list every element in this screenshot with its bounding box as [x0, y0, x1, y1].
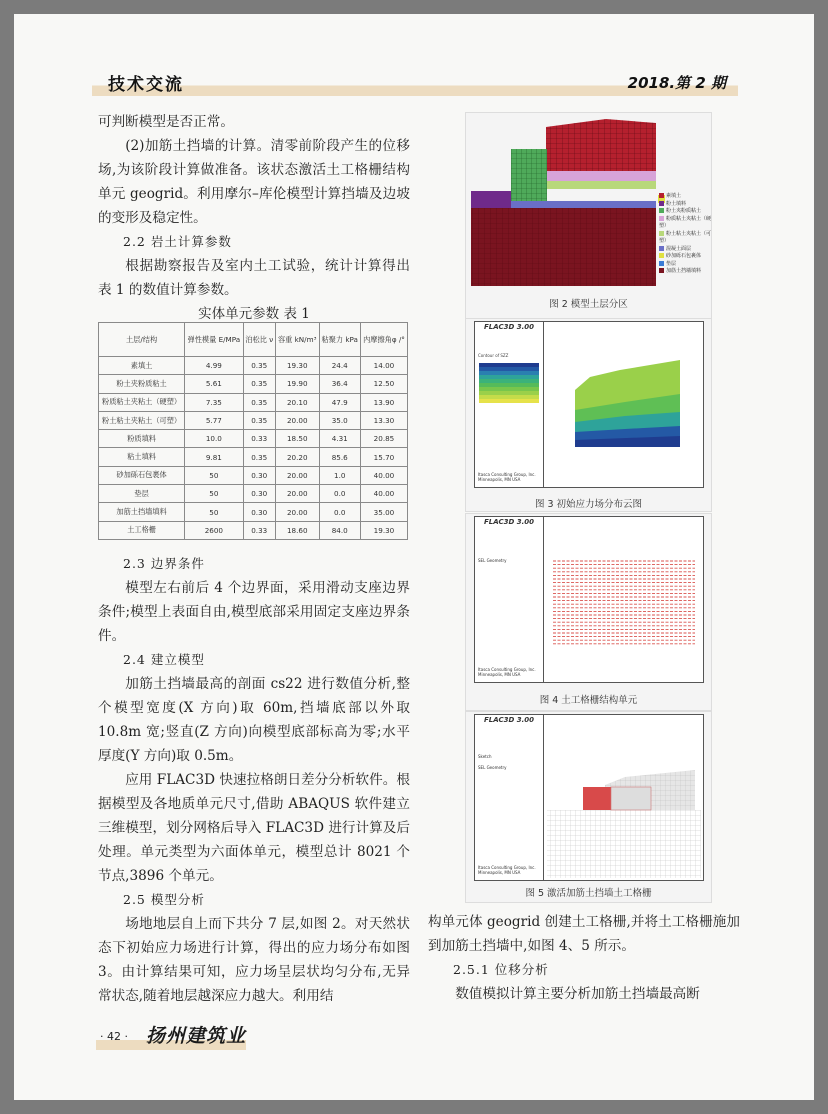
legend-swatch [659, 268, 664, 273]
table-cell: 7.35 [185, 393, 243, 411]
paragraph: 可判断模型是否正常。 [98, 114, 234, 130]
table-cell: 35.0 [319, 411, 360, 429]
table-cell: 0.35 [243, 448, 275, 466]
table-cell: 20.00 [275, 411, 319, 429]
table-cell: 5.61 [185, 375, 243, 393]
paragraph: 数值模拟计算主要分析加筋土挡墙最高断 [455, 986, 700, 1002]
table-cell: 20.00 [275, 466, 319, 484]
table-cell: 20.10 [275, 393, 319, 411]
table-cell: 14.00 [360, 357, 407, 375]
legend-entry [659, 208, 711, 216]
table-cell: 12.50 [360, 375, 407, 393]
table-cell: 18.60 [275, 521, 319, 539]
flac-panel-4 [474, 516, 704, 683]
figure-3-caption: 图 3 初始应力场分布云图 [534, 499, 643, 510]
flac-vendor: Itasca Consulting Group, Inc. Minneapolis, MN USA [478, 865, 536, 875]
journal-title: 扬州建筑业 [146, 1025, 247, 1047]
table-cell: 50 [185, 485, 243, 503]
table-cell: 0.33 [243, 430, 275, 448]
legend-label: 粉质粘土夹粘土（硬塑） [659, 215, 712, 229]
table-cell: 19.30 [360, 521, 407, 539]
paragraph: (2)加筋土挡墙的计算。清零前阶段产生的位移场,为该阶段计算做准备。该状态激活土工格栅结构单元 geogrid。利用摩尔–库伦模型计算挡墙及边坡的变形及稳定性。 [98, 138, 410, 226]
table-cell: 4.99 [185, 357, 243, 375]
table-cell: 9.81 [185, 448, 243, 466]
figure-2-caption: 图 2 模型土层分区 [549, 299, 628, 310]
flac-sidebar [475, 322, 544, 487]
figure-3 [465, 318, 712, 512]
legend-label: 粉土夹粉质粘土 [666, 208, 702, 214]
legend-swatch [659, 246, 664, 251]
flac-vendor: Itasca Consulting Group, Inc. Minneapolis, MN USA [478, 472, 536, 482]
table-cell: 粉质粘土夹粘土（硬塑） [99, 393, 185, 411]
table-cell: 40.00 [360, 485, 407, 503]
table-cell: 垫层 [99, 485, 185, 503]
legend-label: 素填土 [666, 193, 682, 199]
figure-2 [465, 112, 712, 320]
figure-4-caption: 图 4 土工格栅结构单元 [539, 695, 638, 706]
table-cell: 素填土 [99, 357, 185, 375]
flac-sidebar [475, 517, 544, 682]
section-header: 技术交流 [108, 75, 184, 95]
legend-swatch [659, 216, 664, 221]
table-row [99, 503, 408, 521]
table-row [99, 430, 408, 448]
left-column-lower [98, 552, 410, 1008]
table-cell: 35.00 [360, 503, 407, 521]
legend-entry [659, 246, 711, 254]
table-cell: 15.70 [360, 448, 407, 466]
table-cell: 85.6 [319, 448, 360, 466]
flac-logo: FLAC3D 3.00 [484, 716, 534, 724]
legend-label: 粉土粘土夹粘土（可塑） [659, 230, 712, 244]
legend-swatch [659, 201, 664, 206]
reinforced-wall-plot [545, 715, 703, 880]
paragraph: 应用 FLAC3D 快速拉格朗日差分分析软件。根据模型及各地质单元尺寸,借助 ABAQUS 软件建立三维模型，划分网格后导入 FLAC3D 进行计算及后处理。单元类型为六面体单元，模型总计 8021 个节点,3896 个单元。 [98, 772, 410, 884]
flac-logo: FLAC3D 3.00 [484, 323, 534, 331]
table-cell: 粉土夹粉质粘土 [99, 375, 185, 393]
table-cell: 18.50 [275, 430, 319, 448]
table-cell: 粘土填料 [99, 448, 185, 466]
table-row [99, 521, 408, 539]
legend-swatch [659, 261, 664, 266]
table-cell: 粉质填料 [99, 430, 185, 448]
legend-swatch [659, 193, 664, 198]
legend-label: 粉土填料 [666, 200, 687, 207]
table-row [99, 448, 408, 466]
sel-geometry-label: SEL Geometry [478, 558, 507, 563]
table-cell: 5.77 [185, 411, 243, 429]
table-cell: 0.35 [243, 357, 275, 375]
legend-entry [659, 253, 711, 261]
flac-panel-5 [474, 714, 704, 881]
figure-4 [465, 513, 712, 711]
geogrid-plot [545, 517, 703, 682]
legend-entry [659, 216, 711, 231]
legend-swatch [659, 231, 664, 236]
section-heading: 2.5 模型分析 [123, 892, 205, 907]
table-cell: 0.35 [243, 411, 275, 429]
table-cell: 19.30 [275, 357, 319, 375]
legend-label: 加筋土挡墙填料 [666, 268, 702, 274]
table-cell: 84.0 [319, 521, 360, 539]
legend-label: 混凝土面层 [666, 245, 692, 252]
table-cell: 0.30 [243, 503, 275, 521]
legend-entry [659, 201, 711, 209]
table-cell: 2600 [185, 521, 243, 539]
contour-legend [479, 363, 539, 403]
table-header-cell: 粘聚力 kPa [319, 323, 360, 357]
contour-label: Contour of SZZ [478, 353, 509, 358]
legend-label: 砂加砾石包裹体 [666, 253, 702, 259]
issue-label: 2018.第 2 期 [627, 74, 726, 92]
table-cell: 0.0 [319, 485, 360, 503]
section-heading: 2.5.1 位移分析 [453, 962, 549, 977]
table-cell: 20.20 [275, 448, 319, 466]
table-row [99, 466, 408, 484]
table-cell: 0.30 [243, 466, 275, 484]
table-row [99, 375, 408, 393]
table-header-cell: 泊松比 ν [243, 323, 275, 357]
table-cell: 1.0 [319, 466, 360, 484]
table-cell: 0.35 [243, 375, 275, 393]
table-cell: 50 [185, 466, 243, 484]
paragraph: 构单元体 geogrid 创建土工格栅,并将土工格栅施加到加筋土挡墙中,如图 4、5 所示。 [428, 914, 740, 954]
table-cell: 0.0 [319, 503, 360, 521]
figure-2-legend [659, 193, 711, 276]
section-heading: 2.2 岩土计算参数 [123, 234, 232, 249]
paragraph: 根据勘察报告及室内土工试验，统计计算得出表 1 的数值计算参数。 [98, 258, 410, 298]
flac-logo: FLAC3D 3.00 [484, 518, 534, 526]
table-header-cell: 内摩擦角φ /° [360, 323, 407, 357]
table-row [99, 357, 408, 375]
flac-vendor: Itasca Consulting Group, Inc. Minneapolis, MN USA [478, 667, 536, 677]
table-row [99, 411, 408, 429]
table-cell: 13.30 [360, 411, 407, 429]
paragraph: 场地地层自上而下共分 7 层,如图 2。对天然状态下初始应力场进行计算，得出的应力场分布如图 3。由计算结果可知，应力场呈层状均匀分布,无异常状态,随着地层越深应力越大。利用结 [98, 916, 410, 1004]
table-cell: 0.33 [243, 521, 275, 539]
section-heading: 2.3 边界条件 [123, 556, 205, 571]
table-cell: 0.35 [243, 393, 275, 411]
page-number: · 42 · [100, 1030, 128, 1043]
table-cell: 20.00 [275, 503, 319, 521]
flac-sidebar [475, 715, 544, 880]
table-cell: 4.31 [319, 430, 360, 448]
table-header-cell: 弹性模量 E/MPa [185, 323, 243, 357]
parameter-table [98, 322, 408, 540]
paragraph: 加筋土挡墙最高的剖面 cs22 进行数值分析,整个模型宽度(X 方向)取 60m,挡墙底部以外取 10.8m 宽;竖直(Z 方向)向模型底部标高为零;水平厚度(Y 方向)取 0.5m。 [98, 676, 410, 764]
table-cell: 砂加砾石包裹体 [99, 466, 185, 484]
section-heading: 2.4 建立模型 [123, 652, 205, 667]
sel-geometry-label: SEL Geometry [478, 765, 507, 770]
table-cell: 13.90 [360, 393, 407, 411]
legend-entry [659, 261, 711, 269]
table-header-cell: 土层/结构 [99, 323, 185, 357]
figure-5-caption: 图 5 激活加筋土挡墙土工格栅 [525, 888, 652, 899]
paragraph: 模型左右前后 4 个边界面，采用滑动支座边界条件;模型上表面自由,模型底部采用固定支座边界条件。 [98, 580, 410, 644]
table-cell: 47.9 [319, 393, 360, 411]
legend-entry [659, 268, 711, 276]
table-cell: 19.90 [275, 375, 319, 393]
table-header-cell: 容重 kN/m³ [275, 323, 319, 357]
table-cell: 40.00 [360, 466, 407, 484]
legend-swatch [659, 208, 664, 213]
table-cell: 50 [185, 503, 243, 521]
sketch-label: Sketch [478, 754, 492, 759]
table-cell: 20.85 [360, 430, 407, 448]
table-row [99, 485, 408, 503]
legend-entry [659, 231, 711, 246]
table-cell: 加筋土挡墙填料 [99, 503, 185, 521]
legend-swatch [659, 253, 664, 258]
table-cell: 10.0 [185, 430, 243, 448]
table-cell: 20.00 [275, 485, 319, 503]
table-title: 实体单元参数 表 1 [198, 306, 310, 322]
flac-panel-3 [474, 321, 704, 488]
legend-label: 垫层 [666, 260, 677, 267]
figure-5 [465, 711, 712, 903]
table-cell: 24.4 [319, 357, 360, 375]
table-row [99, 393, 408, 411]
table-cell: 土工格栅 [99, 521, 185, 539]
legend-entry [659, 193, 711, 201]
stress-contour-plot [545, 322, 703, 487]
table-cell: 0.30 [243, 485, 275, 503]
table-cell: 36.4 [319, 375, 360, 393]
table-cell: 粉土粘土夹粘土（可塑） [99, 411, 185, 429]
left-column [98, 110, 410, 326]
right-column [428, 910, 740, 1006]
